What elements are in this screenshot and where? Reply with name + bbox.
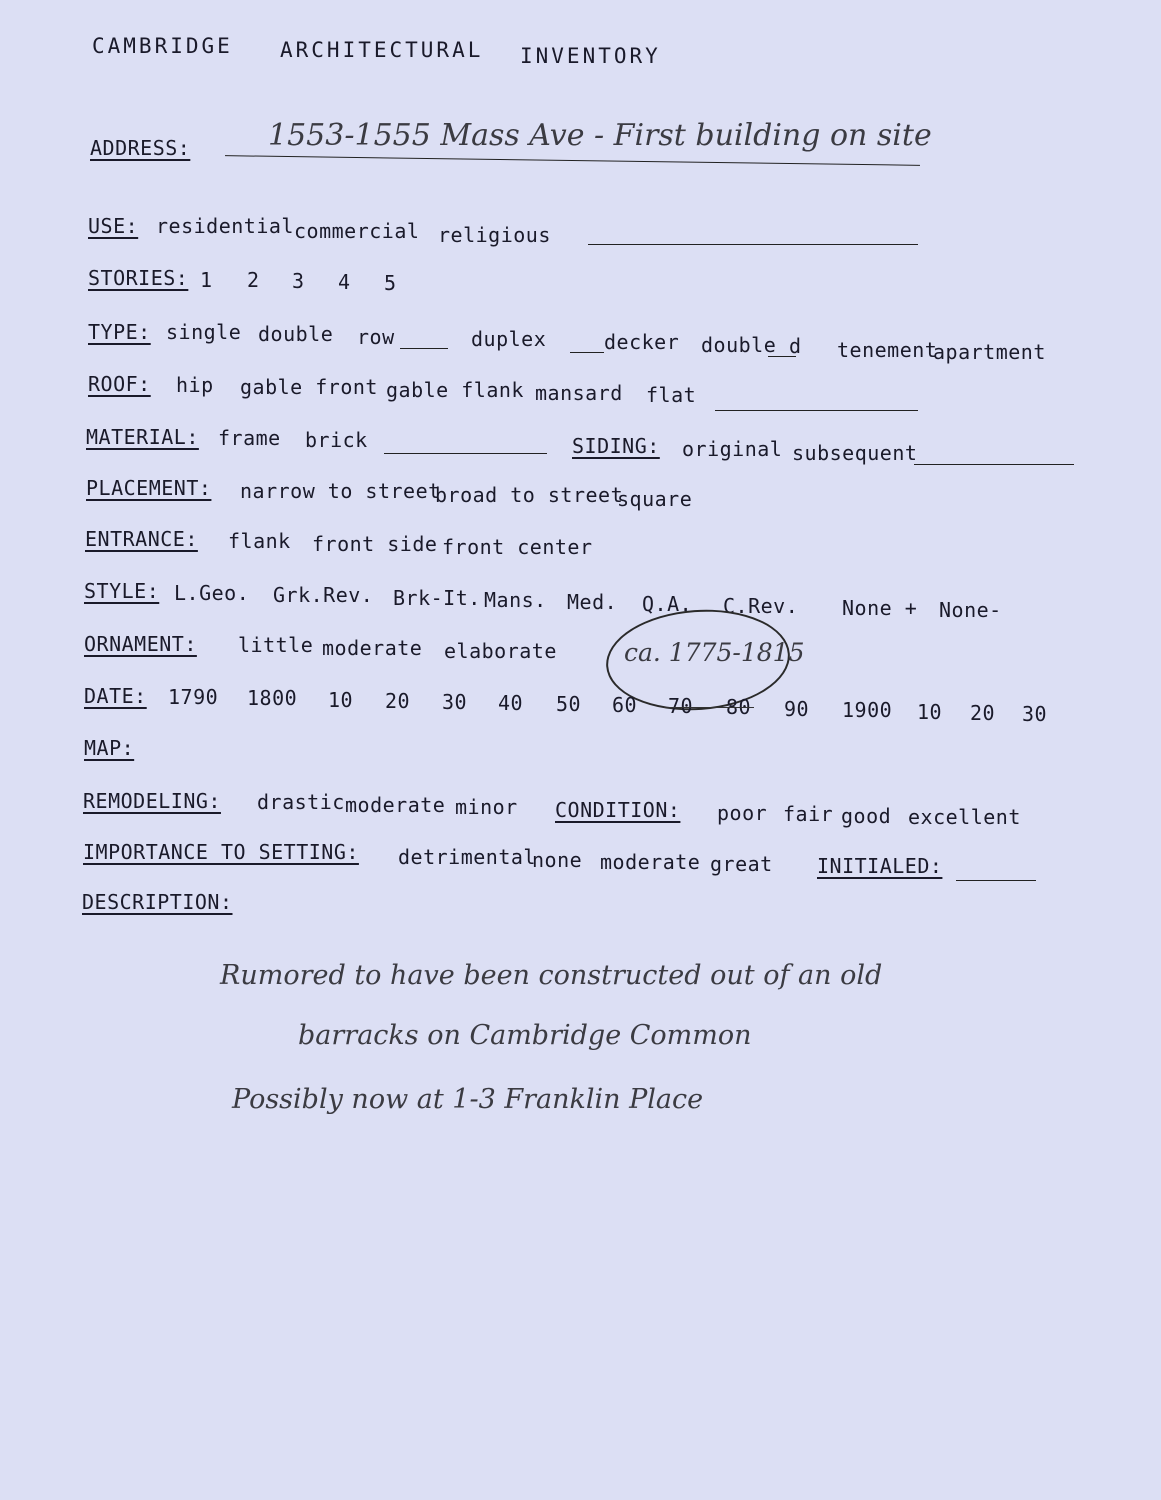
date-option: 70 bbox=[668, 694, 694, 718]
use-option: religious bbox=[438, 223, 551, 247]
description-line: barracks on Cambridge Common bbox=[298, 1020, 752, 1051]
placement-option: square bbox=[617, 487, 693, 511]
stories-option: 3 bbox=[292, 269, 305, 293]
date-option: 30 bbox=[442, 690, 468, 714]
style-option: Med. bbox=[567, 590, 618, 614]
type-option: single bbox=[166, 320, 242, 344]
initialed-label: INITIALED: bbox=[817, 854, 943, 878]
material-option: brick bbox=[305, 428, 368, 452]
remodeling-option: moderate bbox=[345, 793, 446, 817]
date-option: 10 bbox=[328, 688, 354, 712]
type-option: decker bbox=[604, 330, 680, 354]
stories-option: 2 bbox=[247, 268, 260, 292]
address-line bbox=[225, 155, 920, 166]
roof-option: mansard bbox=[535, 381, 623, 405]
use-label: USE: bbox=[88, 214, 139, 238]
roof-option: hip bbox=[176, 373, 214, 397]
date-option: 20 bbox=[970, 701, 996, 725]
placement-label: PLACEMENT: bbox=[86, 476, 212, 500]
address-label: ADDRESS: bbox=[90, 136, 191, 160]
condition-option: good bbox=[841, 804, 892, 828]
type-option: apartment bbox=[933, 340, 1046, 364]
stories-label: STORIES: bbox=[88, 266, 189, 290]
siding-blank bbox=[914, 464, 1074, 465]
style-option: L.Geo. bbox=[174, 581, 250, 605]
date-option: 40 bbox=[498, 691, 524, 715]
type-label: TYPE: bbox=[88, 320, 151, 344]
remodeling-option: minor bbox=[455, 795, 518, 819]
type-option: d bbox=[789, 334, 802, 358]
date-option: 30 bbox=[1022, 702, 1048, 726]
entrance-label: ENTRANCE: bbox=[85, 527, 198, 551]
ornament-option: little bbox=[238, 633, 314, 657]
stories-option: 1 bbox=[200, 268, 213, 292]
style-option: Mans. bbox=[484, 588, 547, 612]
ornament-option: moderate bbox=[322, 636, 423, 660]
date-option: 50 bbox=[556, 692, 582, 716]
use-option: residential bbox=[156, 214, 294, 238]
date-label: DATE: bbox=[84, 684, 147, 708]
type-option: double bbox=[258, 322, 334, 346]
date-option: 90 bbox=[784, 697, 810, 721]
style-option: Brk-It. bbox=[393, 586, 481, 610]
use-blank bbox=[588, 244, 918, 245]
remodeling-option: drastic bbox=[257, 790, 345, 814]
date-option: 1790 bbox=[168, 685, 219, 709]
style-option: None- bbox=[939, 598, 1002, 622]
roof-option: gable flank bbox=[386, 378, 524, 402]
importance-label: IMPORTANCE TO SETTING: bbox=[83, 840, 359, 864]
type-option: double bbox=[701, 333, 777, 357]
condition-label: CONDITION: bbox=[555, 798, 681, 822]
date-option: 1800 bbox=[247, 686, 298, 710]
roof-blank bbox=[715, 410, 918, 411]
condition-option: fair bbox=[783, 802, 834, 826]
importance-option: moderate bbox=[600, 850, 701, 874]
form-title-word: INVENTORY bbox=[520, 44, 661, 68]
ornament-option: elaborate bbox=[444, 639, 557, 663]
date-circle-value: ca. 1775-1815 bbox=[624, 638, 805, 667]
siding-option: original bbox=[682, 437, 783, 461]
form-title-word: CAMBRIDGE bbox=[92, 34, 233, 58]
type-blank bbox=[400, 348, 448, 349]
use-option: commercial bbox=[294, 219, 420, 243]
roof-option: gable front bbox=[240, 375, 378, 399]
placement-option: broad to street bbox=[435, 483, 624, 507]
material-option: frame bbox=[218, 426, 281, 450]
type-option: row bbox=[357, 325, 395, 349]
condition-option: excellent bbox=[908, 805, 1021, 829]
type-option: duplex bbox=[471, 327, 547, 351]
roof-label: ROOF: bbox=[88, 372, 151, 396]
roof-option: flat bbox=[646, 383, 697, 407]
siding-label: SIDING: bbox=[572, 434, 660, 458]
entrance-option: front center bbox=[442, 535, 593, 559]
entrance-option: flank bbox=[228, 529, 291, 553]
date-strikethrough bbox=[664, 707, 754, 708]
date-option: 10 bbox=[917, 700, 943, 724]
description-line: Rumored to have been constructed out of an old bbox=[220, 960, 883, 991]
map-label: MAP: bbox=[84, 736, 135, 760]
description-line: Possibly now at 1-3 Franklin Place bbox=[232, 1084, 704, 1115]
material-blank bbox=[384, 453, 547, 454]
stories-option: 5 bbox=[384, 271, 397, 295]
ornament-label: ORNAMENT: bbox=[84, 632, 197, 656]
date-option: 80 bbox=[726, 695, 752, 719]
material-label: MATERIAL: bbox=[86, 425, 199, 449]
date-option: 20 bbox=[385, 689, 411, 713]
siding-option: subsequent bbox=[792, 441, 918, 465]
address-value: 1553-1555 Mass Ave - First building on site bbox=[268, 118, 932, 153]
style-option: Q.A. bbox=[642, 592, 693, 616]
stories-option: 4 bbox=[338, 270, 351, 294]
initialed-blank bbox=[956, 880, 1036, 881]
placement-option: narrow to street bbox=[240, 479, 441, 503]
date-option: 60 bbox=[612, 693, 638, 717]
description-label: DESCRIPTION: bbox=[82, 890, 233, 914]
entrance-option: front side bbox=[312, 532, 438, 556]
form-title-word: ARCHITECTURAL bbox=[280, 38, 484, 62]
date-option: 1900 bbox=[842, 698, 893, 722]
type-blank bbox=[570, 352, 604, 353]
condition-option: poor bbox=[717, 801, 768, 825]
type-option: tenement bbox=[837, 338, 938, 362]
style-option: Grk.Rev. bbox=[273, 583, 374, 607]
remodeling-label: REMODELING: bbox=[83, 789, 221, 813]
importance-option: great bbox=[710, 852, 773, 876]
importance-option: detrimental bbox=[398, 845, 536, 869]
style-option: C.Rev. bbox=[723, 594, 799, 618]
importance-option: none bbox=[532, 848, 583, 872]
style-label: STYLE: bbox=[84, 579, 160, 603]
style-option: None + bbox=[842, 596, 918, 620]
